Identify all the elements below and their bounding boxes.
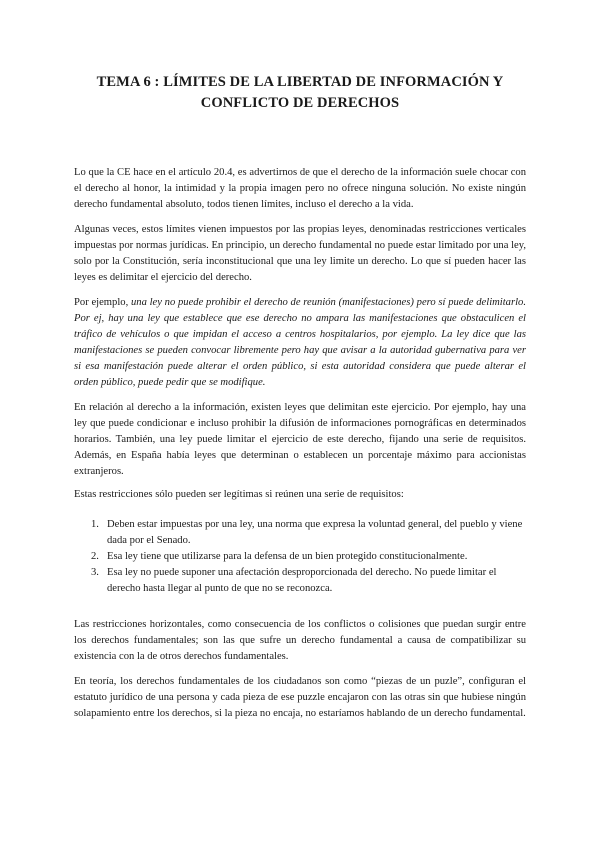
paragraph-requirements-intro <box>74 487 526 503</box>
paragraph-text: En relación al derecho a la información, existen leyes que delimitan este ejercicio. Por ejemplo, hay una ley que puede condicionar e incluso prohibir la difusión de informaciones pornográficas en determinados horarios. También, una ley puede limitar el ejercicio de este derecho, fijando una serie de requisitos. Además, en España había leyes que determinan o establecen un porcentaje máximo para accionistas extranjeros. <box>74 402 526 477</box>
paragraph-article-20-4 <box>74 165 526 213</box>
paragraph-text: Algunas veces, estos límites vienen impuestos por las propias leyes, denominadas restricciones verticales impuestas por normas jurídicas. En principio, un derecho fundamental no puede estar limitado por una ley, solo por la Constitución, sería inconstitucional que una ley limite un derecho. Lo que sí pueden hacer las leyes es delimitar el ejercicio del derecho. <box>74 224 526 283</box>
paragraph-assembly-example <box>74 295 526 391</box>
list-item <box>74 517 526 549</box>
paragraph-text: Las restricciones horizontales, como consecuencia de los conflictos o colisiones que puedan surgir entre los derechos fundamentales; son las que sufre un derecho fundamental a causa de compatibilizar su existencia con la de otros derechos fundamentales. <box>74 619 526 662</box>
document-title <box>60 72 540 114</box>
paragraph-text: Estas restricciones sólo pueden ser legítimas si reúnen una serie de requisitos: <box>74 489 404 500</box>
paragraph-information-laws <box>74 400 526 480</box>
paragraph-italic-text: una ley no puede prohibir el derecho de reunión (manifestaciones) pero sí puede delimitarlo. Por ej, hay una ley que establece que ese derecho no ampara las manifestaciones que obstaculicen el tráfico de vehículos o que impidan el acceso a centros hospitalarios, por ejemplo. La ley dice que las manifestaciones se pueden convocar libremente pero hay que avisar a la autoridad gubernativa para ver si esa manifestación puede alterar el orden público, si esta autoridad considera que puede alterar el orden público, puede pedir que se modifique. <box>74 297 526 388</box>
list-item <box>74 549 526 565</box>
title-line-1: TEMA 6 : LÍMITES DE LA LIBERTAD DE INFORMACIÓN Y <box>96 74 504 90</box>
list-item-number: 1. <box>91 519 99 530</box>
list-item-number: 3. <box>91 567 99 578</box>
requirements-list <box>74 517 526 597</box>
list-item <box>74 565 526 597</box>
paragraph-lead-text: Por ejemplo, <box>74 297 131 308</box>
paragraph-text: Lo que la CE hace en el artículo 20.4, es advertirnos de que el derecho de la información suele chocar con el derecho al honor, la intimidad y la propia imagen pero no ofrece ninguna solución. No existe ningún derecho fundamental absoluto, todos tienen límites, incluso el derecho a la vida. <box>74 167 526 210</box>
list-item-text: Esa ley no puede suponer una afectación desproporcionada del derecho. No puede limitar el derecho hasta llegar al punto de que no se reconozca. <box>107 567 497 594</box>
list-item-text: Esa ley tiene que utilizarse para la defensa de un bien protegido constitucionalmente. <box>107 551 468 562</box>
paragraph-horizontal-restrictions <box>74 617 526 665</box>
paragraph-puzzle-theory <box>74 674 526 722</box>
paragraph-vertical-restrictions <box>74 222 526 286</box>
paragraph-text: En teoría, los derechos fundamentales de los ciudadanos son como “piezas de un puzle”, configuran el estatuto jurídico de una persona y cada pieza de ese puzzle encajaron con las otras sin que hubiese ningún solapamiento entre los derechos, si la pieza no encaja, no estaríamos hablando de un derecho fundamental. <box>74 676 526 719</box>
paragraph-text <box>74 295 526 391</box>
list-item-number: 2. <box>91 551 99 562</box>
list-item-text: Deben estar impuestas por una ley, una norma que expresa la voluntad general, del pueblo y viene dada por el Senado. <box>107 519 523 546</box>
title-line-2: CONFLICTO DE DERECHOS <box>200 95 400 111</box>
